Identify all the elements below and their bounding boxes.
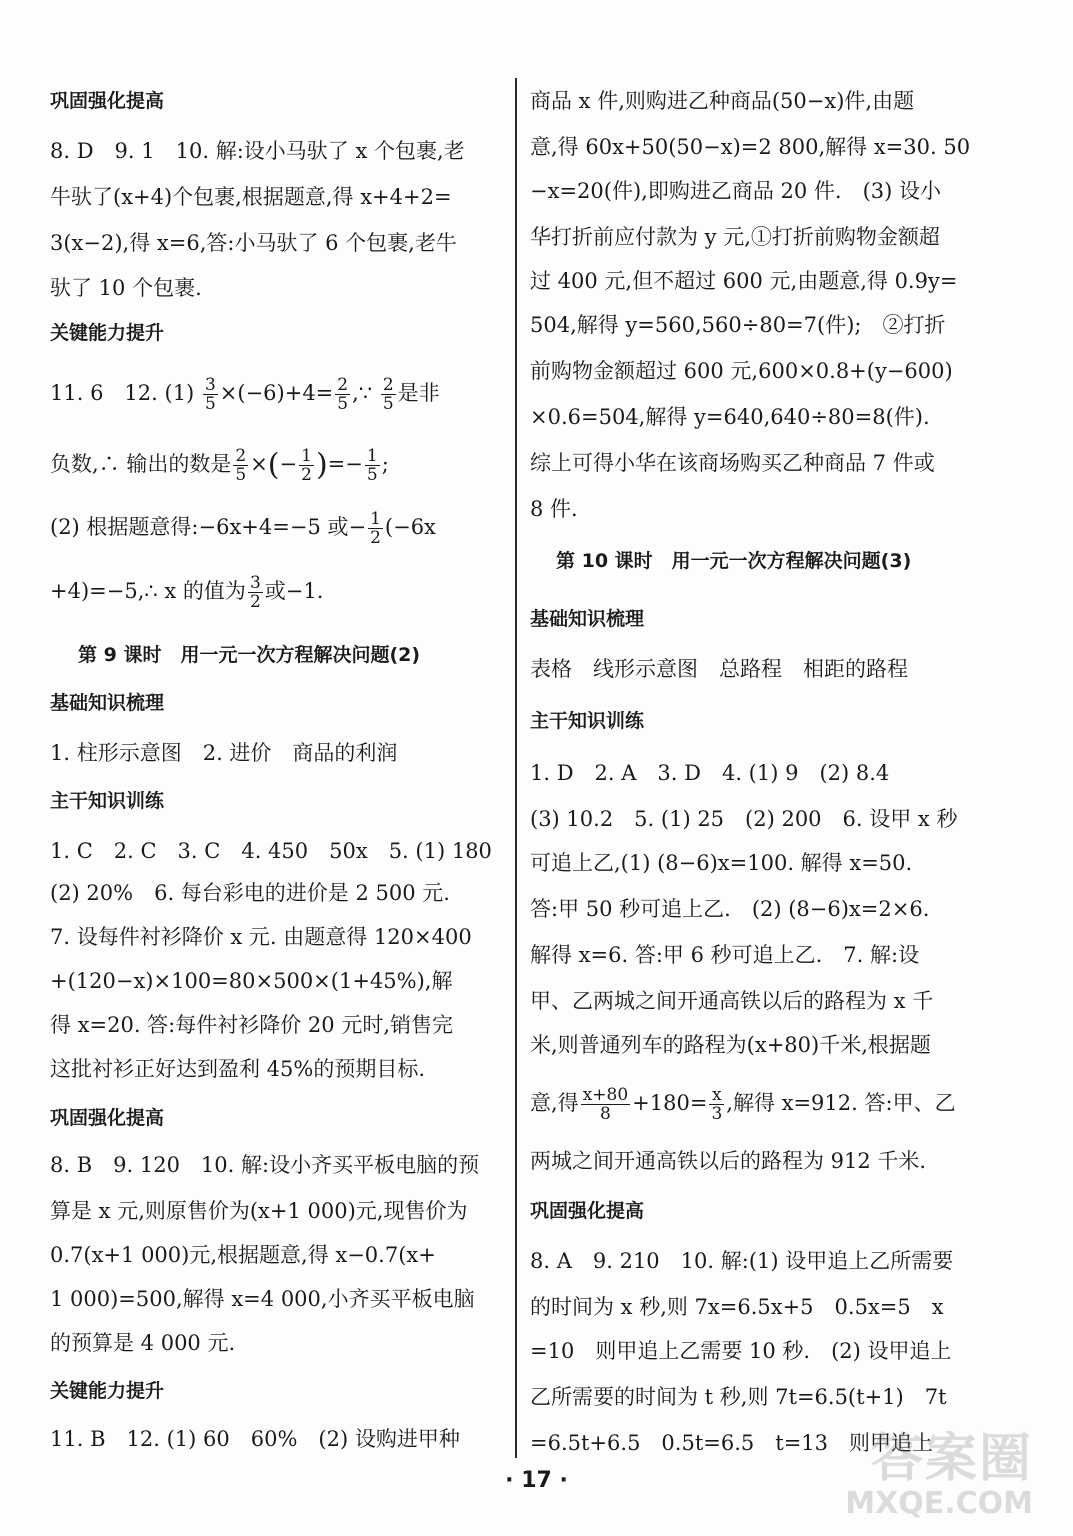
text-line: 7. 设每件衬衫降价 x 元. 由题意得 120×400 (50, 925, 472, 949)
numerator: 2 (337, 375, 349, 395)
watermark-url: MXQE.COM (845, 1486, 1033, 1521)
text-fragment: 意,得 (530, 1091, 579, 1115)
text-fragment: +4)=−5,∴ x 的值为 (50, 579, 246, 603)
text-line: 可追上乙,(1) (8−6)x=100. 解得 x=50. (530, 851, 913, 875)
fraction (365, 447, 380, 484)
text-line: (2) 20% 6. 每台彩电的进价是 2 500 元. (50, 881, 450, 905)
text-fragment: =− (327, 452, 363, 476)
denominator: 5 (204, 394, 216, 414)
text-fragment: (−6x (384, 515, 436, 539)
denominator: 2 (301, 465, 312, 485)
denominator: 5 (366, 465, 378, 485)
text-line: =6.5t+6.5 0.5t=6.5 t=13 则甲追上 (530, 1431, 934, 1455)
fraction (581, 1086, 630, 1123)
denominator: 8 (600, 1104, 611, 1124)
text-line: 11. B 12. (1) 60 60% (2) 设购进甲种 (50, 1427, 460, 1451)
numerator: 1 (366, 446, 378, 466)
page-number: · 17 · (505, 1468, 568, 1493)
text-line: 8. D 9. 1 10. 解:设小马驮了 x 个包裹,老 (50, 139, 465, 163)
numerator: x+80 (582, 1085, 629, 1105)
text-line: +(120−x)×100=80×500×(1+45%),解 (50, 969, 453, 993)
lesson-title: 第 10 课时 用一元一次方程解决问题(3) (556, 550, 912, 572)
fraction (233, 447, 248, 484)
fraction (335, 376, 350, 413)
text-line: 商品 x 件,则购进乙种商品(50−x)件,由题 (530, 89, 915, 113)
text-line: ×0.6=504,解得 y=640,640÷80=8(件). (530, 405, 930, 429)
text-line: 3(x−2),得 x=6,答:小马驮了 6 个包裹,老牛 (50, 231, 457, 255)
text-line: 前购物金额超过 600 元,600×0.8+(y−600) (530, 359, 953, 383)
text-line: 的预算是 4 000 元. (50, 1331, 236, 1355)
denominator: 5 (235, 465, 247, 485)
text-line: =10 则甲追上乙需要 10 秒. (2) 设甲追上 (530, 1339, 952, 1363)
text-fragment: ,∵ (352, 381, 373, 405)
fraction (381, 376, 396, 413)
text-line: 算是 x 元,则原售价为(x+1 000)元,现售价为 (50, 1199, 468, 1223)
left-paren: ( (267, 447, 280, 483)
minus-sign: − (279, 452, 298, 476)
text-line: 0.7(x+1 000)元,根据题意,得 x−0.7(x+ (50, 1243, 436, 1267)
section-heading: 关键能力提升 (50, 1380, 165, 1402)
section-heading: 巩固强化提高 (50, 90, 165, 112)
denominator: 2 (249, 592, 261, 612)
text-fragment: × (250, 452, 268, 476)
text-fragment: (2) 根据题意得:−6x+4=−5 或− (50, 515, 367, 539)
numerator: 1 (370, 509, 381, 529)
math-line (50, 510, 436, 547)
section-heading: 基础知识梳理 (50, 692, 165, 714)
watermark-logo-text: 答案圈 (870, 1429, 1033, 1489)
text-line: 表格 线形示意图 总路程 相距的路程 (530, 657, 908, 681)
numerator: 3 (249, 573, 261, 593)
numerator: 2 (382, 375, 394, 395)
column-divider (515, 78, 517, 1458)
numerator: 1 (301, 446, 312, 466)
text-line: 综上可得小华在该商场购买乙种商品 7 件或 (530, 451, 935, 475)
section-heading: 主干知识训练 (50, 790, 165, 812)
text-fragment: +180= (632, 1091, 708, 1115)
text-line: 答:甲 50 秒可追上乙. (2) (8−6)x=2×6. (530, 897, 930, 921)
section-heading: 主干知识训练 (530, 710, 645, 732)
denominator: 5 (382, 394, 394, 414)
text-line: 米,则普通列车的路程为(x+80)千米,根据题 (530, 1033, 931, 1057)
text-line: 8. A 9. 210 10. 解:(1) 设甲追上乙所需要 (530, 1249, 954, 1273)
text-line: 504,解得 y=560,560÷80=7(件); ②打折 (530, 313, 946, 337)
text-line: 华打折前应付款为 y 元,①打折前购物金额超 (530, 225, 940, 249)
text-line: 意,得 60x+50(50−x)=2 800,解得 x=30. 50 (530, 135, 971, 159)
text-fragment: 负数,∴ 输出的数是 (50, 452, 232, 476)
text-line: 两城之间开通高铁以后的路程为 912 千米. (530, 1149, 927, 1173)
math-line (50, 376, 440, 413)
text-line: 甲、乙两城之间开通高铁以后的路程为 x 千 (530, 989, 934, 1013)
text-fragment: ,解得 x=912. 答:甲、乙 (726, 1091, 956, 1115)
text-fragment: 11. 6 12. (1) (50, 381, 195, 405)
fraction (709, 1086, 724, 1123)
text-fragment: ×(−6)+4= (219, 381, 334, 405)
text-line: 乙所需要的时间为 t 秒,则 7t=6.5(t+1) 7t (530, 1385, 947, 1409)
denominator: 5 (337, 394, 349, 414)
text-line: 过 400 元,但不超过 600 元,由题意,得 0.9y= (530, 269, 958, 293)
text-line: 驮了 10 个包裹. (50, 276, 202, 300)
text-fragment: 是非 (397, 381, 440, 405)
denominator: 2 (370, 528, 381, 548)
numerator: 3 (204, 375, 216, 395)
section-heading: 巩固强化提高 (50, 1107, 165, 1129)
denominator: 3 (711, 1104, 723, 1124)
lesson-title: 第 9 课时 用一元一次方程解决问题(2) (78, 644, 421, 666)
text-line: 的时间为 x 秒,则 7x=6.5x+5 0.5x=5 x (530, 1295, 944, 1319)
fraction (368, 510, 383, 547)
section-heading: 巩固强化提高 (530, 1200, 645, 1222)
text-line: 8. B 9. 120 10. 解:设小齐买平板电脑的预 (50, 1153, 480, 1177)
text-line: 1. 柱形示意图 2. 进价 商品的利润 (50, 741, 398, 765)
text-line: 1 000)=500,解得 x=4 000,小齐买平板电脑 (50, 1287, 475, 1311)
right-paren: ) (315, 447, 328, 483)
section-heading: 关键能力提升 (50, 322, 165, 344)
text-fragment: ; (381, 452, 389, 476)
text-line: 得 x=20. 答:每件衬衫降价 20 元时,销售完 (50, 1013, 454, 1037)
fraction (299, 447, 314, 484)
watermark (803, 1416, 1033, 1526)
text-line: 解得 x=6. 答:甲 6 秒可追上乙. 7. 解:设 (530, 943, 920, 967)
text-line: 这批衬衫正好达到盈利 45%的预期目标. (50, 1057, 426, 1081)
section-heading: 基础知识梳理 (530, 608, 645, 630)
text-line: 牛驮了(x+4)个包裹,根据题意,得 x+4+2= (50, 185, 452, 209)
numerator: x (709, 1086, 724, 1105)
math-line (530, 1086, 956, 1123)
math-line (50, 574, 323, 611)
text-line: 1. C 2. C 3. C 4. 450 50x 5. (1) 180 (50, 839, 492, 863)
numerator: 2 (235, 446, 247, 466)
text-fragment: 或−1. (264, 579, 324, 603)
fraction (203, 376, 218, 413)
fraction (248, 574, 263, 611)
text-line: −x=20(件),即购进乙商品 20 件. (3) 设小 (530, 179, 941, 203)
text-line: 8 件. (530, 497, 578, 521)
text-line: (3) 10.2 5. (1) 25 (2) 200 6. 设甲 x 秒 (530, 807, 958, 831)
text-line: 1. D 2. A 3. D 4. (1) 9 (2) 8.4 (530, 761, 890, 785)
math-line (50, 447, 389, 484)
